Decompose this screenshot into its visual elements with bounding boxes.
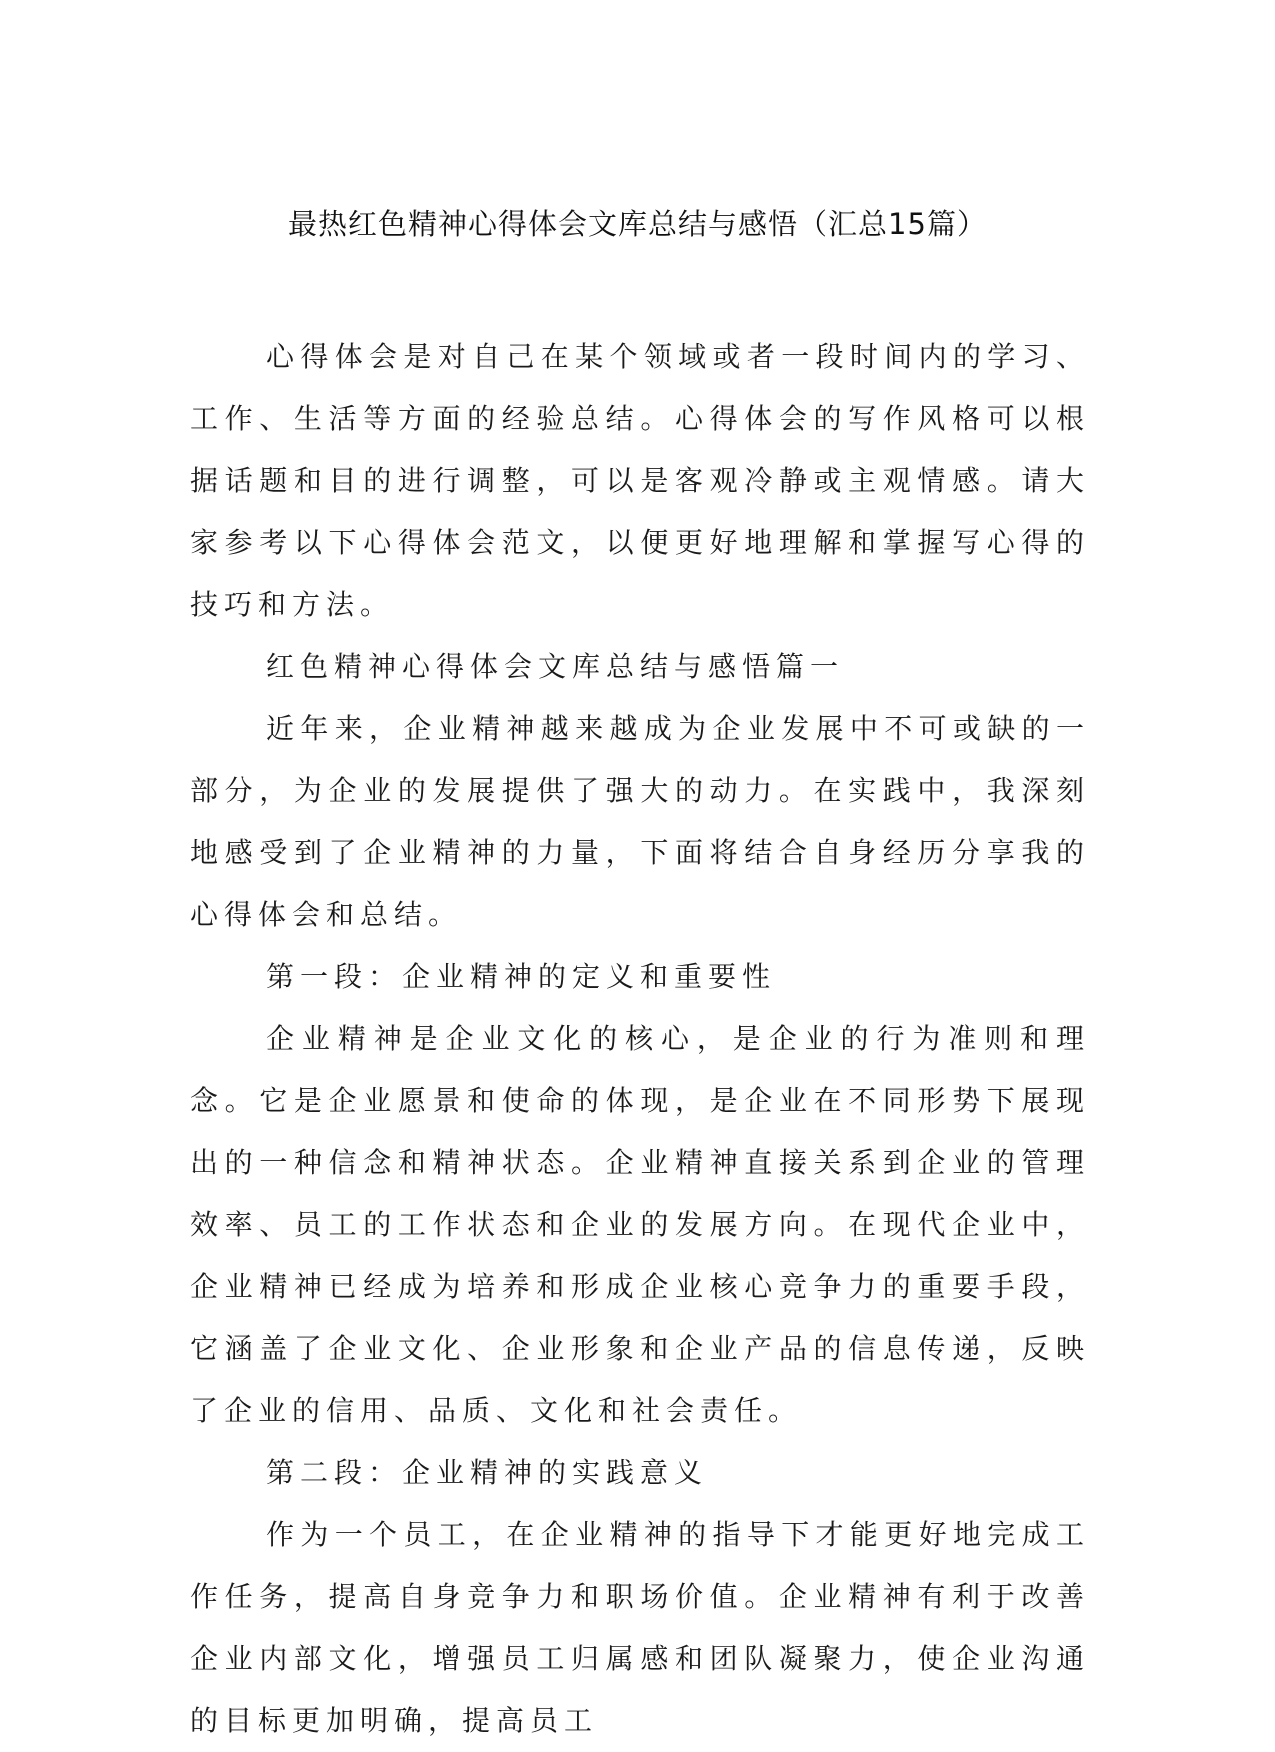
intro-paragraph: 心得体会是对自己在某个领域或者一段时间内的学习、工作、生活等方面的经验总结。心得体会的写作风格可以根据话题和目的进行调整，可以是客观冷静或主观情感。请大家参考以下心得体会范文，以便更好地理解和掌握写心得的技巧和方法。 [190, 340, 1090, 621]
section-heading-part-two: 第二段：企业精神的实践意义 [266, 1456, 709, 1489]
body-paragraph: 企业精神是企业文化的核心，是企业的行为准则和理念。它是企业愿景和使命的体现，是企业在不同形势下展现出的一种信念和精神状态。企业精神直接关系到企业的管理效率、员工的工作状态和企业的发展方向。在现代企业中，企业精神已经成为培养和形成企业核心竞争力的重要手段，它涵盖了企业文化、企业形象和企业产品的信息传递，反映了企业的信用、品质、文化和社会责任。 [190, 1022, 1090, 1427]
body-paragraph: 近年来，企业精神越来越成为企业发展中不可或缺的一部分，为企业的发展提供了强大的动力。在实践中，我深刻地感受到了企业精神的力量，下面将结合自身经历分享我的心得体会和总结。 [190, 712, 1090, 931]
section-heading-article-one: 红色精神心得体会文库总结与感悟篇一 [266, 650, 845, 683]
document-body [190, 326, 1090, 1752]
section-heading-part-one: 第一段：企业精神的定义和重要性 [266, 960, 777, 993]
document-title: 最热红色精神心得体会文库总结与感悟（汇总15篇） [288, 207, 987, 241]
body-paragraph: 作为一个员工，在企业精神的指导下才能更好地完成工作任务，提高自身竞争力和职场价值。企业精神有利于改善企业内部文化，增强员工归属感和团队凝聚力，使企业沟通的目标更加明确，提高员工 [190, 1518, 1090, 1737]
